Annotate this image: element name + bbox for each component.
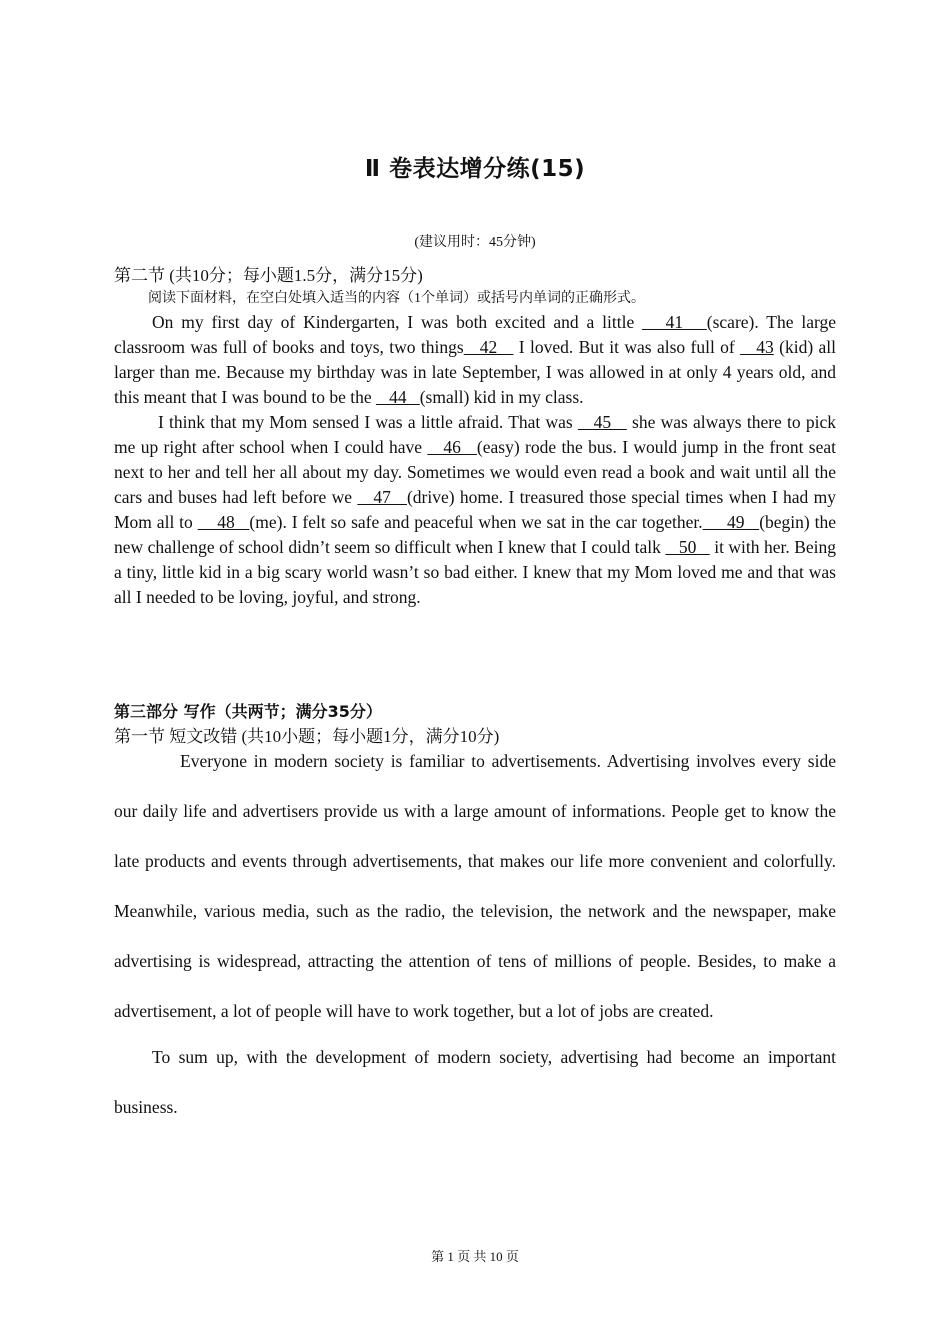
text-run: (scare). The large classroom was full of books and toys, two things (114, 312, 836, 357)
blank-48: 48 (197, 512, 250, 532)
text-run: (me). I felt so safe and peaceful when we sat in the car together. (249, 512, 703, 532)
text-run: she was always there to pick me up right after school when I could have (114, 412, 836, 457)
blank-47: 47 (357, 487, 407, 507)
text-run: (small) kid in my class. (419, 387, 584, 407)
suggested-time: (建议用时：45分钟) (414, 235, 536, 250)
blank-45: 45 (577, 412, 627, 432)
text-run: (easy) rode the bus. I would jump in the front seat next to her and tell her all about my day. Sometimes we would even read a book and wait until all the cars and buses had left before we (114, 437, 836, 507)
passage-paragraph-1 (114, 310, 836, 410)
section-2 (114, 263, 836, 610)
text-run: (begin) the new challenge of school didn’t seem so difficult when I knew that I could talk (114, 512, 837, 557)
text-run: On my first day of Kindergarten, I was both excited and a little (152, 312, 643, 332)
section-2-heading: 第二节 (共10分；每小题1.5分，满分15分) (114, 266, 423, 285)
passage-paragraph-2 (114, 410, 836, 610)
text-run: (drive) home. I treasured those special times when I had my Mom all to (114, 487, 836, 532)
page-footer: 第 1 页 共 10 页 (431, 1249, 519, 1264)
part-3 (114, 699, 836, 1132)
blank-46: 46 (427, 437, 477, 457)
part-3-heading: 第三部分 写作（共两节；满分35分） (114, 702, 382, 721)
text-run: it with her. Being a tiny, little kid in a big scary world wasn’t so bad either. I knew that my Mom loved me and that was all I needed to be loving, joyful, and strong. (114, 537, 837, 607)
text-run: I loved. But it was also full of (513, 337, 741, 357)
essay-paragraph-1: Everyone in modern society is familiar to advertisements. Advertising involves every side our daily life and advertisers provide us with a large amount of informations. People get to know the late products and events through advertisements, that makes our life more convenient and colorfully. Meanwhile, various media, such as the radio, the television, the network and the newspaper, make advertising is widespread, attracting the attention of tens of millions of people. Besides, to make a advertisement, a lot of people will have to work together, but a lot of jobs are created. (114, 751, 836, 1021)
part-3-subheading: 第一节 短文改错 (共10小题；每小题1分，满分10分) (114, 727, 500, 746)
blank-49: 49 (702, 512, 760, 532)
essay-paragraph-2: To sum up, with the development of modern society, advertising had become an important business. (114, 1047, 836, 1117)
blank-44: 44 (375, 387, 420, 407)
text-run: (kid) all larger than me. Because my birthday was in late September, I was allowed in at only 4 years old, and this meant that I was bound to be the (114, 337, 837, 407)
section-2-instruction: 阅读下面材料，在空白处填入适当的内容（1个单词）或括号内单词的正确形式。 (148, 291, 645, 306)
blank-43: 43 (740, 337, 774, 357)
blank-42: 42 (463, 337, 514, 357)
blank-41: 41 (642, 312, 707, 332)
text-run: I think that my Mom sensed I was a little afraid. That was (158, 412, 578, 432)
page-title: Ⅱ 卷表达增分练(15) (364, 156, 586, 182)
blank-50: 50 (665, 537, 710, 557)
